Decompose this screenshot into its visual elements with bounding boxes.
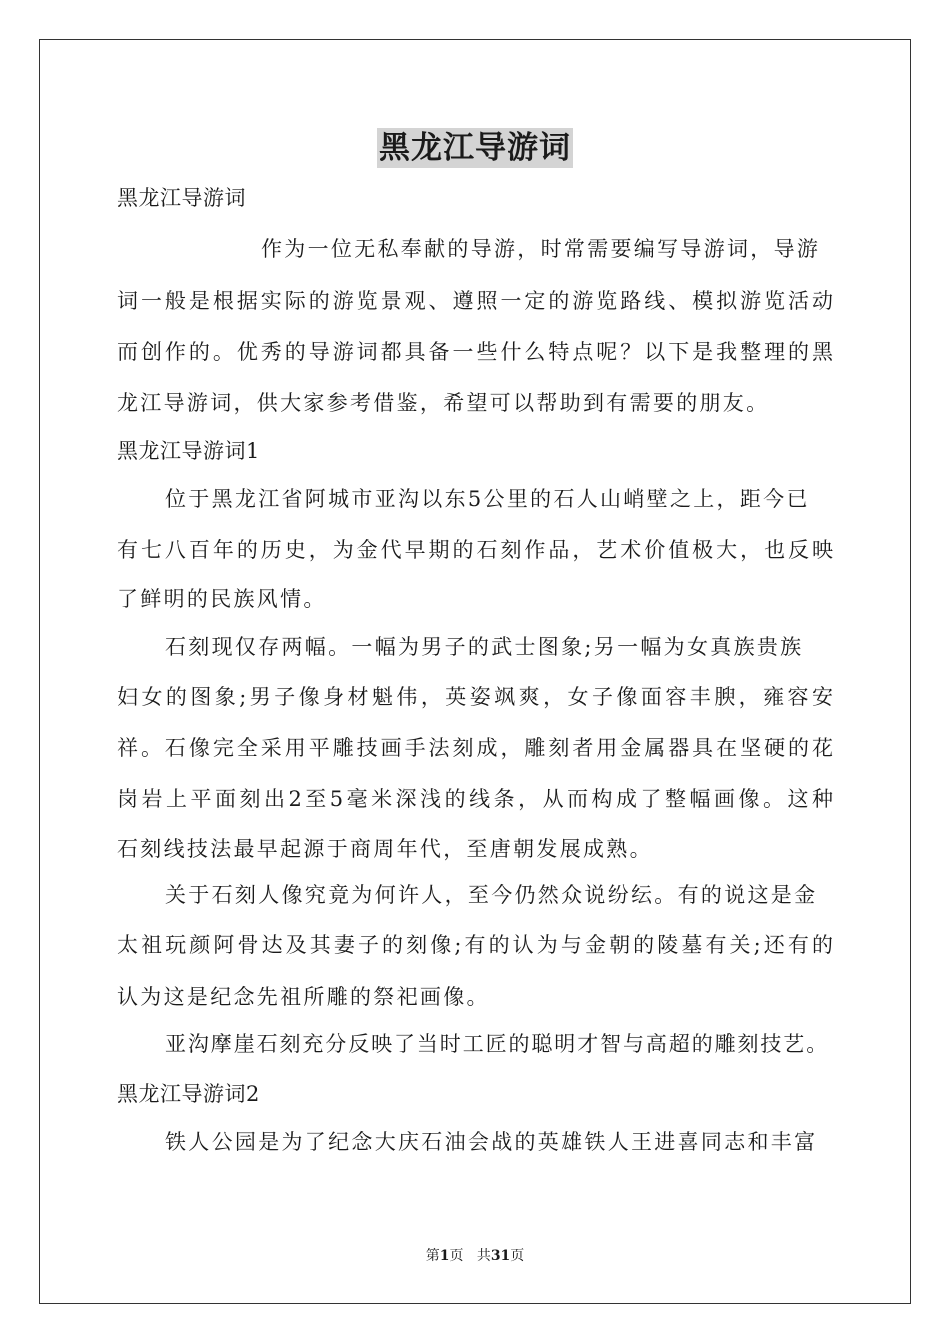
paragraph-line: 了鲜明的民族风情。	[117, 587, 327, 611]
footer-total-pages: 31	[490, 1248, 511, 1264]
paragraph-line: 铁人公园是为了纪念大庆石油会战的英雄铁人王进喜同志和丰富	[165, 1130, 818, 1154]
paragraph-line: 石刻线技法最早起源于商周年代，至唐朝发展成熟。	[117, 837, 653, 861]
intro-line: 词一般是根据实际的游览景观、遵照一定的游览路线、模拟游览活动	[117, 289, 833, 313]
paragraph-line: 亚沟摩崖石刻充分反映了当时工匠的聪明才智与高超的雕刻技艺。	[165, 1032, 830, 1056]
title-wrap	[0, 128, 950, 168]
footer-total-prefix: 共	[476, 1248, 491, 1264]
document-subtitle: 黑龙江导游词	[117, 186, 246, 210]
page-footer	[0, 1247, 950, 1265]
paragraph-line: 有七八百年的历史，为金代早期的石刻作品，艺术价值极大，也反映	[117, 538, 833, 562]
paragraph-line: 祥。石像完全采用平雕技画手法刻成，雕刻者用金属器具在坚硬的花	[117, 736, 833, 760]
intro-line: 龙江导游词，供大家参考借鉴，希望可以帮助到有需要的朋友。	[117, 391, 770, 415]
paragraph-line: 关于石刻人像究竟为何许人，至今仍然众说纷纭。有的说这是金	[165, 883, 818, 907]
intro-line: 而创作的。优秀的导游词都具备一些什么特点呢？以下是我整理的黑	[117, 340, 833, 364]
document-title: 黑龙江导游词	[379, 130, 571, 166]
footer-page-suffix: 页	[449, 1248, 464, 1264]
paragraph-line: 认为这是纪念先祖所雕的祭祀画像。	[117, 985, 490, 1009]
footer-page-number: 1	[439, 1248, 450, 1264]
footer-prefix: 第	[425, 1248, 440, 1264]
paragraph-line: 位于黑龙江省阿城市亚沟以东5公里的石人山峭壁之上，距今已	[165, 487, 810, 511]
paragraph-line: 妇女的图象;男子像身材魁伟，英姿飒爽，女子像面容丰腴，雍容安	[117, 685, 833, 709]
intro-line: 作为一位无私奉献的导游，时常需要编写导游词，导游	[261, 237, 821, 261]
footer-total-suffix: 页	[510, 1248, 525, 1264]
page-border	[39, 39, 911, 1304]
paragraph-line: 太祖玩颜阿骨达及其妻子的刻像;有的认为与金朝的陵墓有关;还有的	[117, 933, 833, 957]
paragraph-line: 岗岩上平面刻出2至5毫米深浅的线条，从而构成了整幅画像。这种	[117, 787, 833, 811]
section2-heading: 黑龙江导游词2	[117, 1082, 260, 1106]
paragraph-line: 石刻现仅存两幅。一幅为男子的武士图象;另一幅为女真族贵族	[165, 635, 804, 659]
section1-heading: 黑龙江导游词1	[117, 439, 260, 463]
